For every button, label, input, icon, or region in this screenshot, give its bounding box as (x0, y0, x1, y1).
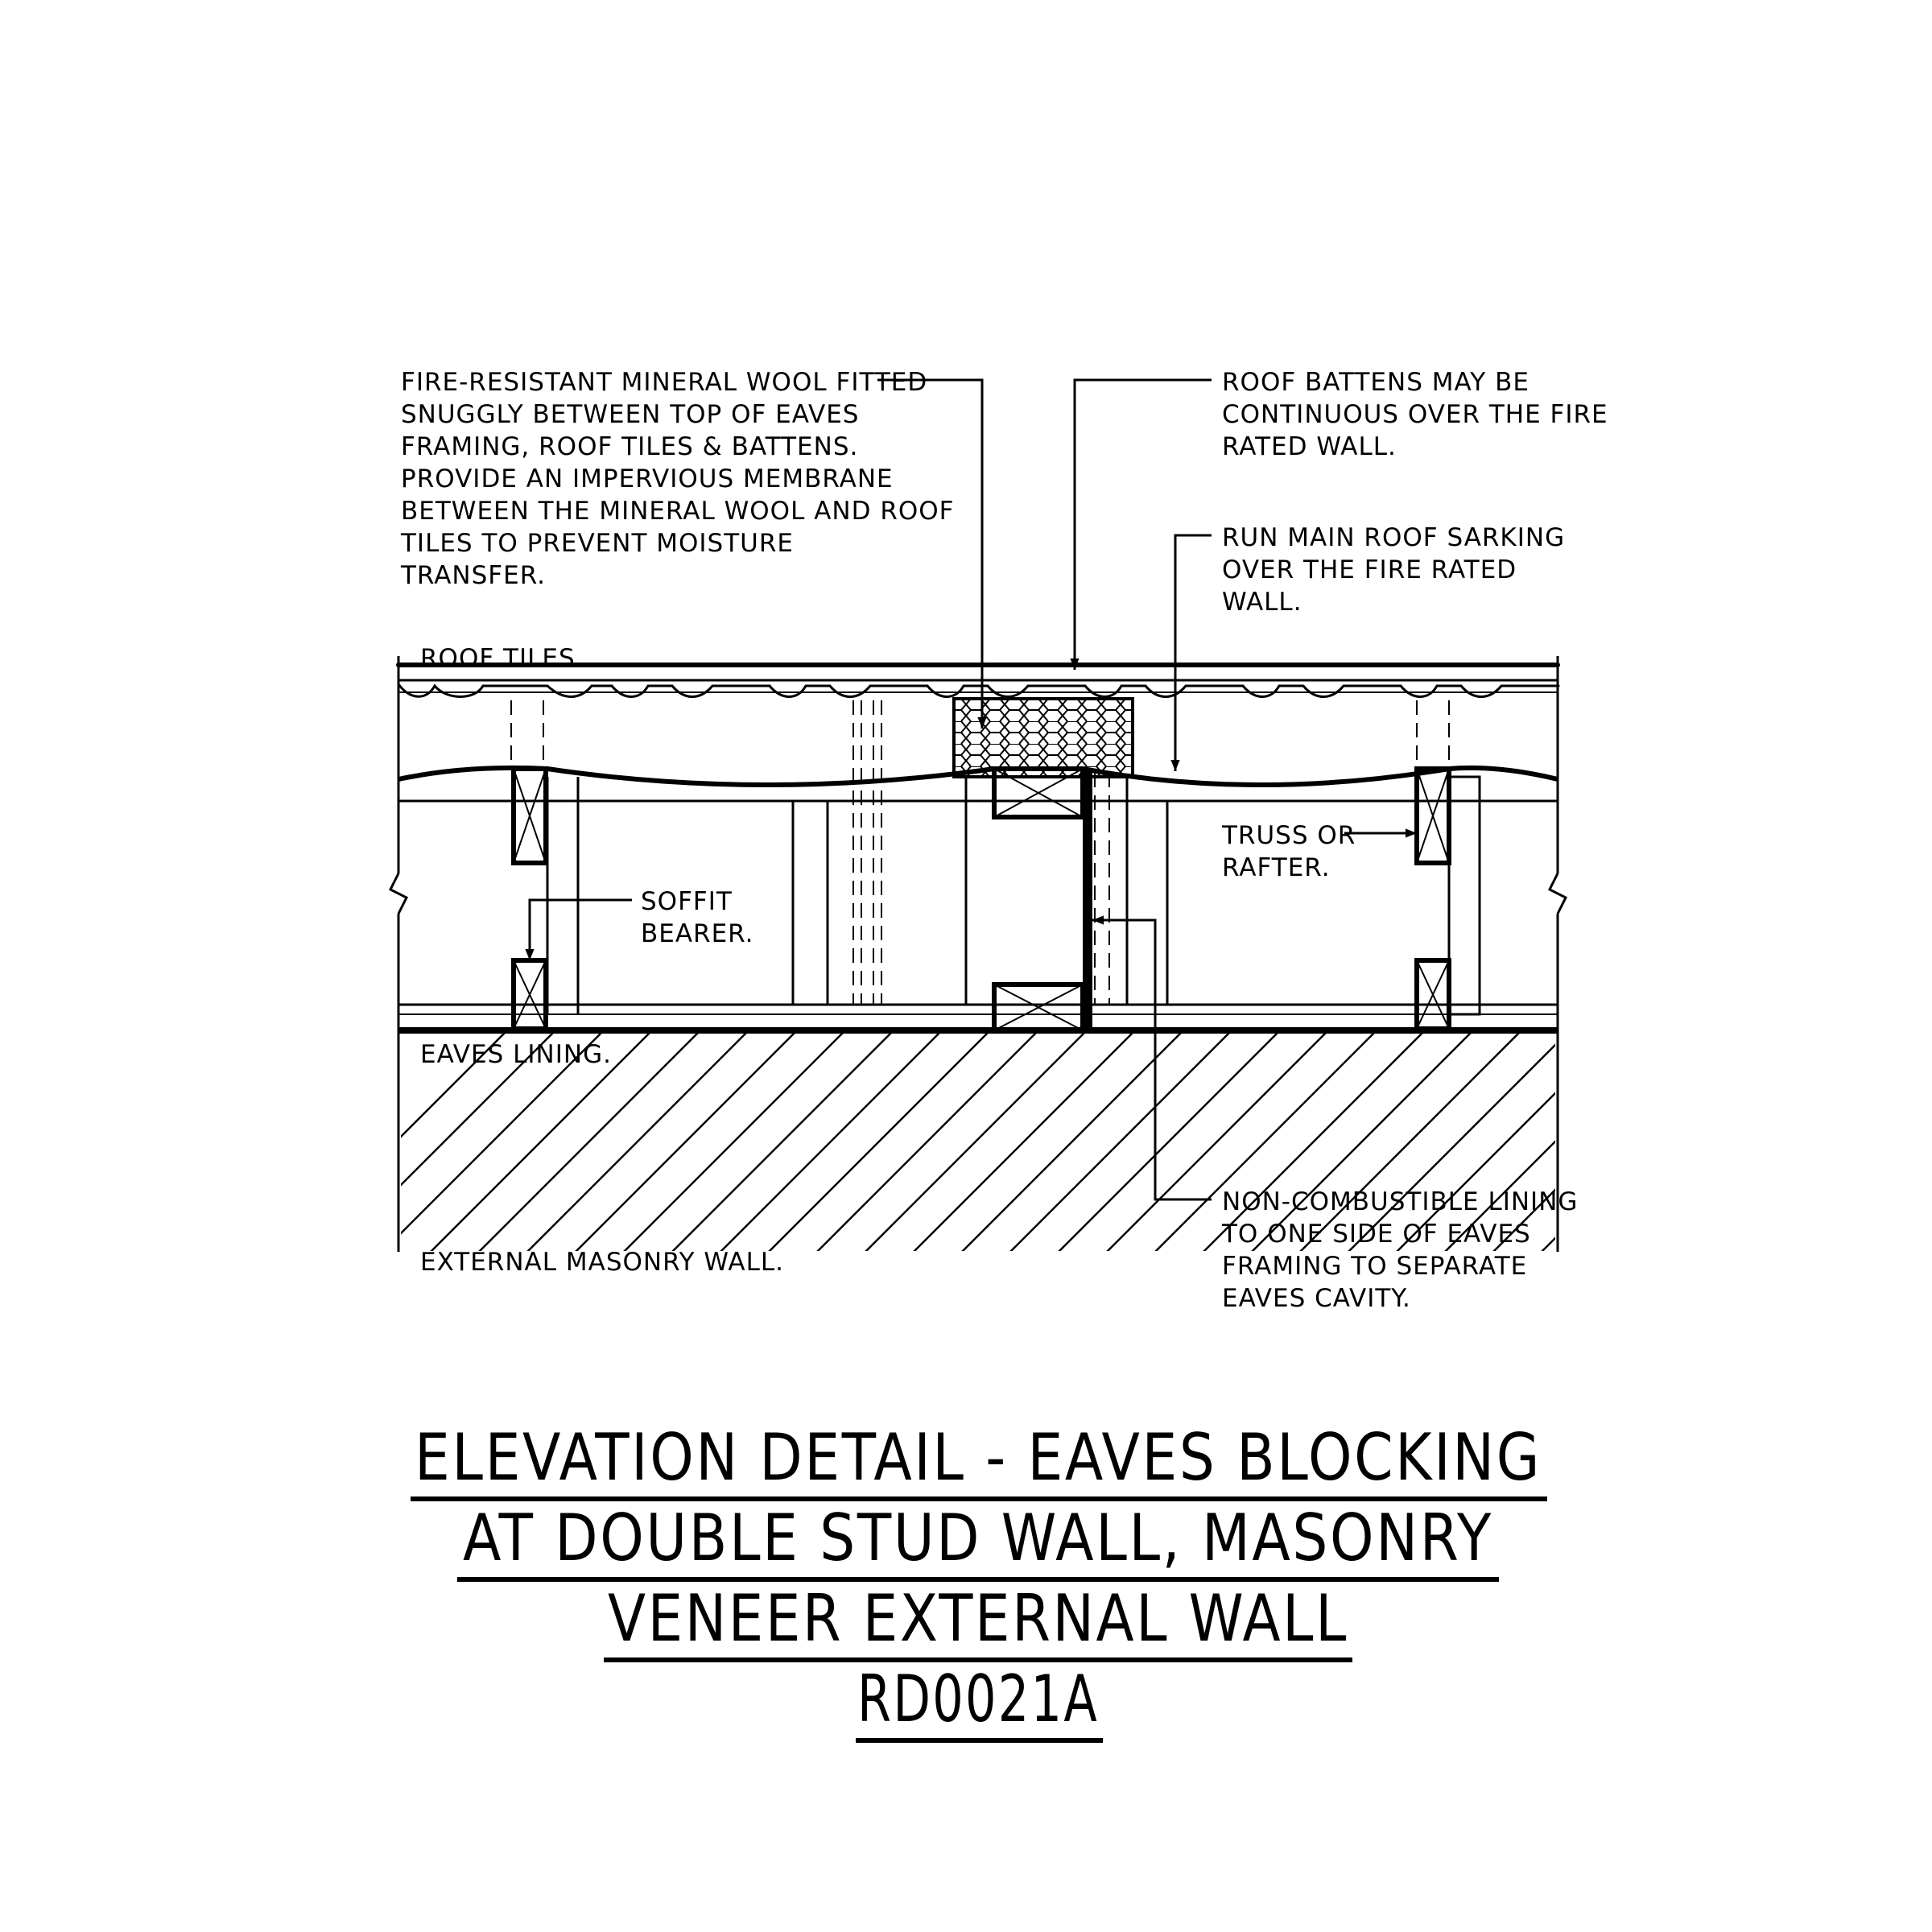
soffit-bearer-left (514, 960, 546, 1029)
leader-mineral-wool (877, 380, 982, 729)
note-sarking (1222, 523, 1565, 617)
drawing-code: RD0021A (857, 1662, 1099, 1736)
svg-text:RUN MAIN ROOF SARKING: RUN MAIN ROOF SARKING (1222, 523, 1566, 552)
hatch-line (1586, 1030, 1811, 1256)
note-truss (1221, 821, 1356, 882)
svg-text:ELEVATION DETAIL - EAVES BLOCK: ELEVATION DETAIL - EAVES BLOCKING (415, 1420, 1542, 1495)
svg-text:TRANSFER.: TRANSFER. (401, 561, 546, 590)
rafter-right (1417, 769, 1449, 863)
leader-roof-battens (1075, 380, 1212, 670)
hatch-line (1634, 1030, 1860, 1256)
hatch-line (716, 1030, 942, 1256)
eaves-framing (398, 777, 1558, 1030)
note-roof-tiles: ROOF TILES. (420, 644, 584, 673)
svg-text:OVER THE FIRE RATED: OVER THE FIRE RATED (1222, 555, 1517, 584)
hatch-line (620, 1030, 845, 1256)
note-eaves-lining: EAVES LINING. (420, 1040, 612, 1069)
svg-text:BEARER.: BEARER. (641, 919, 754, 948)
drawing-title (411, 1420, 1547, 1740)
soffit-bearer-right (1417, 960, 1449, 1029)
hatch-line (1538, 1030, 1763, 1256)
hatch-line (813, 1030, 1038, 1256)
hatch-line (910, 1030, 1135, 1256)
tile-profile (1401, 686, 1558, 697)
svg-text:VENEER EXTERNAL WALL: VENEER EXTERNAL WALL (608, 1581, 1348, 1656)
hatch-line (861, 1030, 1087, 1256)
note-masonry-wall: EXTERNAL MASONRY WALL. (420, 1248, 784, 1277)
hatch-line (958, 1030, 1183, 1256)
svg-text:NON-COMBUSTIBLE LINING: NON-COMBUSTIBLE LINING (1222, 1187, 1579, 1216)
svg-text:FRAMING TO SEPARATE: FRAMING TO SEPARATE (1222, 1252, 1528, 1281)
svg-text:FIRE-RESISTANT MINERAL WOOL FI: FIRE-RESISTANT MINERAL WOOL FITTED (401, 368, 928, 397)
tile-profile (1243, 686, 1401, 697)
svg-text:RAFTER.: RAFTER. (1222, 853, 1331, 882)
tile-profile (612, 686, 770, 697)
bottom-plate-block (994, 985, 1083, 1030)
tile-profile (398, 684, 612, 697)
svg-text:PROVIDE AN IMPERVIOUS MEMBRANE: PROVIDE AN IMPERVIOUS MEMBRANE (401, 464, 894, 493)
svg-text:ROOF BATTENS MAY BE: ROOF BATTENS MAY BE (1222, 368, 1530, 397)
rafter-left (514, 769, 546, 863)
non-combustible-lining (1083, 769, 1092, 1030)
tile-profile (770, 686, 927, 697)
svg-text:AT DOUBLE STUD WALL, MASONRY: AT DOUBLE STUD WALL, MASONRY (463, 1501, 1493, 1575)
svg-text:SNUGGLY BETWEEN TOP OF EAVES: SNUGGLY BETWEEN TOP OF EAVES (401, 400, 860, 429)
leader-soffit (530, 900, 632, 960)
svg-text:SOFFIT: SOFFIT (641, 887, 733, 916)
svg-text:WALL.: WALL. (1222, 588, 1302, 617)
svg-text:EAVES CAVITY.: EAVES CAVITY. (1222, 1284, 1411, 1313)
note-roof-battens (1222, 368, 1608, 461)
svg-text:TO ONE SIDE OF EAVES: TO ONE SIDE OF EAVES (1222, 1220, 1531, 1249)
svg-text:TRUSS OR: TRUSS OR (1222, 821, 1356, 850)
hatch-line (1006, 1030, 1232, 1256)
leader-sarking (1175, 535, 1212, 771)
svg-text:CONTINUOUS OVER THE FIRE: CONTINUOUS OVER THE FIRE (1222, 400, 1608, 429)
hatch-line (765, 1030, 990, 1256)
hatch-line (1682, 1030, 1908, 1256)
svg-text:RATED WALL.: RATED WALL. (1222, 432, 1397, 461)
hatch-line (668, 1030, 894, 1256)
note-soffit (641, 887, 753, 948)
tile-profile-repeats (612, 686, 1558, 697)
tile-profile (927, 686, 1085, 697)
note-mineral-wool (400, 368, 955, 590)
svg-text:FRAMING, ROOF TILES & BATTENS.: FRAMING, ROOF TILES & BATTENS. (401, 432, 859, 461)
mineral-wool-block (954, 699, 1133, 777)
svg-text:TILES TO PREVENT MOISTURE: TILES TO PREVENT MOISTURE (401, 529, 794, 558)
tile-profile (1085, 686, 1243, 697)
svg-text:BETWEEN THE MINERAL WOOL AND R: BETWEEN THE MINERAL WOOL AND ROOF (401, 497, 955, 526)
